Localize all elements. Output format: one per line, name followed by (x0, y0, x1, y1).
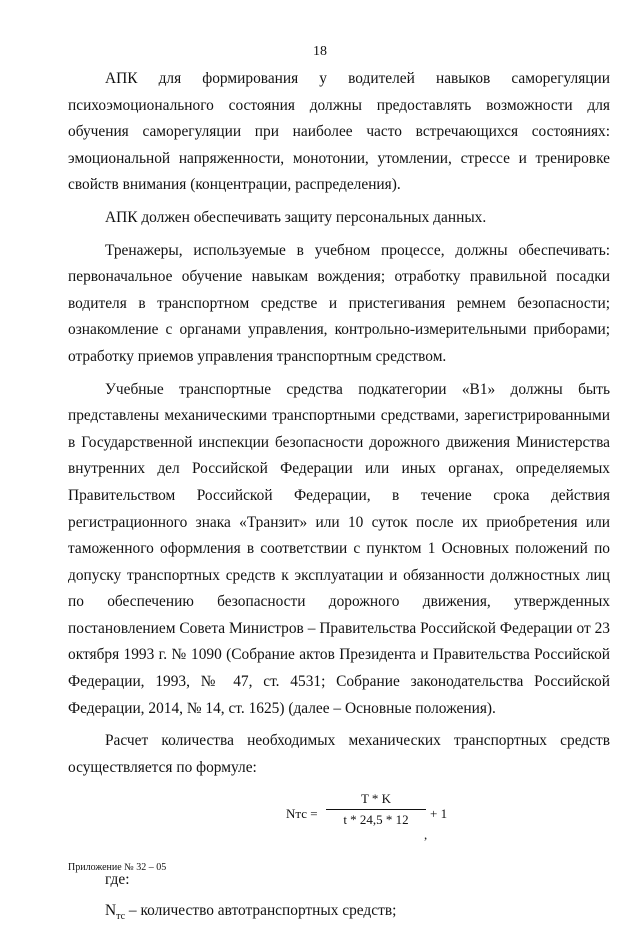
paragraph-apk-self-regulation: АПК для формирования у водителей навыков саморегуляции психоэмоционального состояния должны предоставлять возможности для обучения саморегуляции при наиболее часто встречающихся состояниях: эмоциональной напряженности, монотонии, утомлении, стрессе и тренировке свойств внимания (концентрации, распределения). (68, 70, 610, 194)
formula-fraction (326, 791, 426, 828)
paragraph-calculation: Расчет количества необходимых механических транспортных средств осуществляется по формуле: (68, 732, 610, 776)
formula-comma: , (424, 827, 428, 843)
formula-denominator: t * 24,5 * 12 (343, 812, 409, 828)
where-label: где: (105, 871, 130, 889)
paragraph-apk-data-protection: АПК должен обеспечивать защиту персональных данных. (105, 208, 487, 226)
definition-subscript: тс (116, 911, 126, 923)
vehicle-count-formula (68, 791, 610, 857)
document-body (68, 66, 610, 931)
footer-appendix: Приложение № 32 – 05 (68, 862, 167, 873)
formula-numerator: T * K (326, 791, 426, 810)
definition-symbol: N (105, 902, 117, 920)
definition-text: – количество автотранспортных средств; (125, 902, 397, 920)
paragraph-simulators: Тренажеры, используемые в учебном процессе, должны обеспечивать: первоначальное обучение навыкам вождения; отработку правильной посадки водителя в транспортном средстве и пристегивания ремнем безопасности; ознакомление с органами управления, контрольно-измерительными приборами; отработку приемов управления транспортным средством. (68, 241, 610, 365)
formula-lhs: Nтс = (286, 806, 318, 822)
formula-tail: + 1 (430, 806, 448, 822)
paragraph-training-vehicles: Учебные транспортные средства подкатегории «В1» должны быть представлены механическими транспортными средствами, зарегистрированными в Государственной инспекции безопасности дорожного движения Министерства внутренних дел Российской Федерации или иных органах, определяемых Правительством Российской Федерации, в течение срока действия регистрационного знака «Транзит» или 10 суток после их приобретения или таможенного оформления в соответствии с пунктом 1 Основных положений по допуску транспортных средств к эксплуатации и обязанности должностных лиц по обеспечению безопасности дорожного движения, утвержденных постановлением Совета Министров – Правительства Российской Федерации от 23 октября 1993 г. № 1090 (Собрание актов Президента и Правительства Российской Федерации, 1993, № 47, ст. 4531; Собрание законодательства Российской Федерации, 2014, № 14, ст. 1625) (далее – Основные положения). (68, 380, 610, 717)
page-number: 18 (313, 44, 327, 59)
definition-ntc (105, 898, 610, 931)
